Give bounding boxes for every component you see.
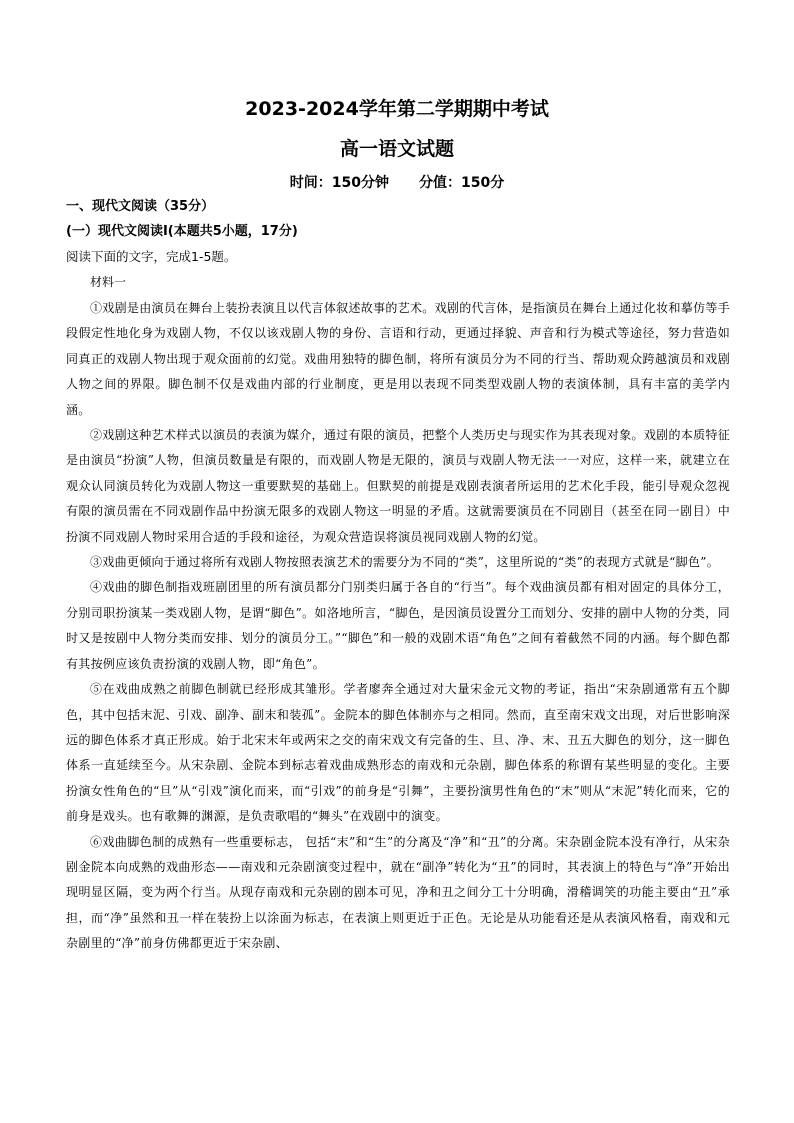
exam-time: 时间：150分钟 [289,175,389,191]
exam-title: 2023-2024学年第二学期期中考试 [245,98,549,120]
paragraph-5: ⑤在戏曲成熟之前脚色制就已经形成其雏形。学者廖奔全通过对大量宋金元文物的考证，指出“宋杂剧通常有五个脚色，其中包括末泥、引戏、副净、副末和装孤”。金院本的脚色体制亦与之相同。然而，直至南宋戏文出现，对后世影响深远的脚色体系才真正形成。始于北宋末年或两宋之交的南宋戏文有完备的生、旦、净、末、丑五大脚色的划分，这一脚色体系一直延续至今。从宋杂剧、金院本到标志着戏曲成熟形态的南戏和元杂剧，脚色体系的称谓有某些明显的变化。主要扮演女性角色的“旦”从“引戏”演化而来，而“引戏”的前身是“引舞”，主要扮演男性角色的“末”则从“末泥”转化而来，它的前身是戏头。也有歌舞的渊源，是负责歌唱的“舞头”在戏剧中的演变。 [66,682,730,824]
sub-section-heading: (一）现代文阅读Ⅰ(本题共5小题，17分) [66,224,298,239]
paragraph-2: ②戏剧这种艺术样式以演员的表演为媒介，通过有限的演员，把整个人类历史与现实作为其表现对象。戏剧的本质特征是由演员“扮演”人物，但演员数量是有限的，而戏剧人物是无限的，演员与戏剧人物无法一一对应，这样一来，就建立在观众认同演员转化为戏剧人物这一重要默契的基础上。但默契的前提是戏剧表演者所运用的艺术化手段，能引导观众忽视有限的演员需在不同戏剧作品中扮演无限多的戏剧人物这一明显的矛盾。这就需要演员在不同剧目（甚至在同一剧目）中扮演不同戏剧人物时采用合适的手段和途径，为观众营造误将演员视同戏剧人物的幻觉。 [66,428,730,544]
section-heading: 一、现代文阅读（35分） [66,199,215,214]
paragraph-4: ④戏曲的脚色制指戏班剧团里的所有演员都分门别类归属于各自的“行当”。每个戏曲演员都有相对固定的具体分工，分别司职扮演某一类戏剧人物，是谓“脚色”。如洛地所言，“脚色，是因演员设置分工而划分、安排的剧中人物的分类，同时又是按剧中人物分类而安排、划分的演员分工。”“脚色”和一般的戏剧术语“角色”之间有着截然不同的内涵。每个脚色都有其按例应该负责扮演的戏剧人物，即“角色”。 [66,580,730,671]
reading-instruction: 阅读下面的文字，完成1-5题。 [66,249,237,264]
paragraph-3: ③戏曲更倾向于通过将所有戏剧人物按照表演艺术的需要分为不同的“类”，这里所说的“类”的表现方式就是“脚色”。 [90,555,720,570]
paragraph-1: ①戏剧是由演员在舞台上装扮表演且以代言体叙述故事的艺术。戏剧的代言体，是指演员在舞台上通过化妆和摹仿等手段假定性地化身为戏剧人物，不仅以该戏剧人物的身份、言语和行动，更通过择貌、声音和行为模式等途径，努力营造如同真正的戏剧人物出现于观众面前的幻觉。戏曲用独特的脚色制，将所有演员分为不同的行当、帮助观众跨越演员和戏剧人物之间的界限。脚色制不仅是戏曲内部的行业制度，更是用以表现不同类型戏剧人物的表演体制，具有丰富的美学内涵。 [66,301,730,417]
passage-body [66,296,730,957]
exam-meta [0,173,794,193]
exam-score: 分值：150分 [419,175,505,191]
exam-subtitle: 高一语文试题 [339,138,454,160]
material-label: 材料一 [90,275,127,289]
paragraph-6: ⑥戏曲脚色制的成熟有一些重要标志， 包括“末”和“生”的分离及“净”和“丑”的分离。宋杂剧金院本没有净行，从宋杂剧金院本向成熟的戏曲形态——南戏和元杂剧演变过程中，就在“副净”转化为“丑”的同时，其表演上的特色与“净”开始出现明显区隔，变为两个行当。从现存南戏和元杂剧的剧本可见，净和丑之间分工十分明确，滑稽调笑的功能主要由“丑”承担，而“净”虽然和丑一样在装扮上以涂面为标志，在表演上则更近于正色。无论是从功能看还是从表演风格看，南戏和元杂剧里的“净”前身仿佛都更近于宋杂剧、 [66,834,730,951]
